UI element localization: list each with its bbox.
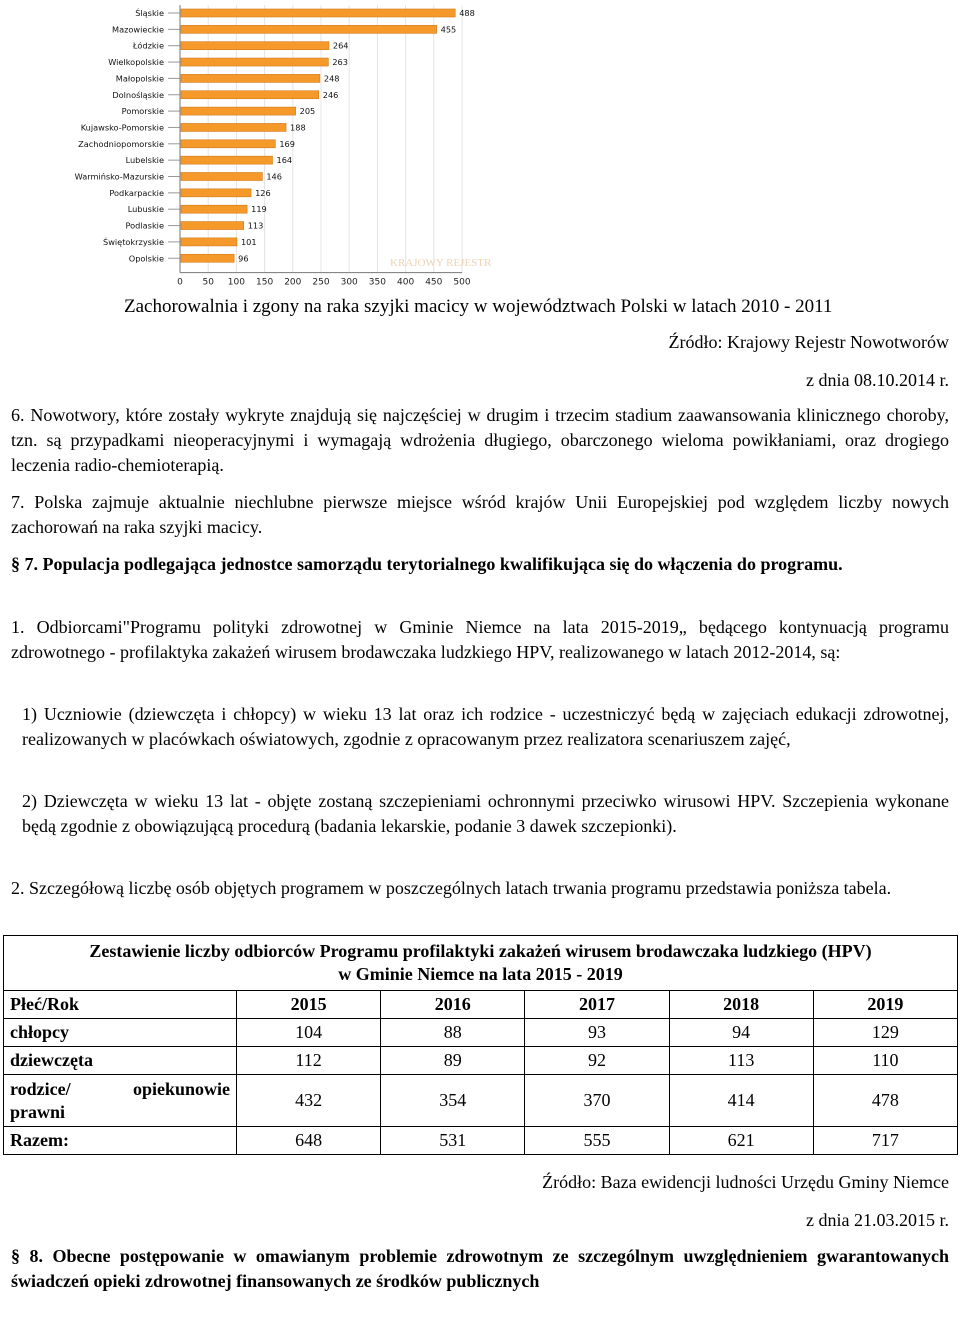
bar-value-label: 169 bbox=[279, 138, 295, 149]
row-label-part: rodzice/ bbox=[10, 1078, 71, 1099]
row-label-part: prawni bbox=[10, 1101, 66, 1122]
table-row bbox=[4, 1127, 958, 1155]
source-date-2: z dnia 21.03.2015 r. bbox=[806, 1210, 949, 1230]
category-label: Warmińsko-Mazurskie bbox=[74, 171, 164, 182]
table-title bbox=[4, 936, 958, 991]
bar-value-label: 455 bbox=[440, 24, 457, 35]
table-cell: 370 bbox=[525, 1075, 669, 1127]
bar-value-label: 126 bbox=[255, 187, 271, 198]
x-tick-label: 150 bbox=[256, 277, 274, 288]
recipients-table bbox=[3, 935, 958, 1155]
table-cell: 531 bbox=[381, 1127, 525, 1155]
section-8-heading: § 8. Obecne postępowanie w omawianym problemie zdrowotnym ze szczególnym uwzględnieniem gwarantowanych świadczeń opieki zdrowotnej finansowanych ze środków publicznych bbox=[11, 1246, 949, 1291]
category-label: Dolnośląskie bbox=[112, 89, 164, 100]
category-label: Podkarpackie bbox=[109, 187, 164, 198]
header-cell: Płeć/Rok bbox=[4, 991, 237, 1019]
table-title-line-2: w Gminie Niemce na lata 2015 - 2019 bbox=[338, 964, 623, 984]
table-header-row bbox=[4, 991, 958, 1019]
bar-value-label: 205 bbox=[299, 106, 316, 117]
bar-value-label: 119 bbox=[251, 204, 267, 215]
bar bbox=[181, 238, 237, 246]
table-cell: 104 bbox=[237, 1019, 381, 1047]
bar-value-label: 96 bbox=[238, 253, 249, 264]
bar-value-label: 188 bbox=[290, 122, 306, 133]
table-cell: 414 bbox=[669, 1075, 813, 1127]
bar-value-label: 246 bbox=[322, 89, 339, 100]
bar bbox=[181, 107, 296, 115]
list-item-2: 2) Dziewczęta w wieku 13 lat - objęte zostaną szczepieniami ochronnymi przeciwko wirusowi HPV. Szczepienia wykonane będą zgodnie z obowiązującą procedurą (badania lekarskie, podanie 3 dawek szczepionki). bbox=[22, 791, 949, 836]
row-label: chłopcy bbox=[4, 1019, 237, 1047]
table-cell: 92 bbox=[525, 1047, 669, 1075]
category-label: Łódzkie bbox=[132, 40, 164, 51]
table-cell: 113 bbox=[669, 1047, 813, 1075]
category-label: Opolskie bbox=[128, 253, 164, 264]
paragraph-2: 2. Szczegółową liczbę osób objętych programem w poszczególnych latach trwania programu przedstawia poniższa tabela. bbox=[11, 878, 892, 898]
source-note-2: Źródło: Baza ewidencji ludności Urzędu Gminy Niemce bbox=[542, 1172, 949, 1192]
x-tick-label: 250 bbox=[312, 277, 330, 288]
chart-watermark: KRAJOWY REJESTR bbox=[390, 257, 492, 269]
bar-value-label: 488 bbox=[459, 8, 475, 18]
bar bbox=[181, 140, 275, 148]
table-cell: 354 bbox=[381, 1075, 525, 1127]
header-cell: 2015 bbox=[237, 991, 381, 1019]
table-cell: 93 bbox=[525, 1019, 669, 1047]
x-tick-label: 450 bbox=[425, 277, 443, 288]
header-cell: 2016 bbox=[381, 991, 525, 1019]
bar-value-label: 248 bbox=[323, 73, 340, 84]
bar bbox=[181, 42, 329, 50]
bar bbox=[181, 156, 272, 164]
table-cell: 621 bbox=[669, 1127, 813, 1155]
table-cell: 112 bbox=[237, 1047, 381, 1075]
table-cell: 88 bbox=[381, 1019, 525, 1047]
category-label: Śląskie bbox=[135, 8, 164, 18]
paragraph-point-7: 7. Polska zajmuje aktualnie niechlubne pierwsze miejsce wśród krajów Unii Europejskiej pod względem liczby nowych zachorowań na raka szyjki macicy. bbox=[11, 492, 949, 537]
x-tick-label: 0 bbox=[177, 277, 183, 288]
paragraph-point-6: 6. Nowotwory, które zostały wykryte znajdują się najczęściej w drugim i trzecim stadium zaawansowania klinicznego choroby, tzn. są przypadkami nieoperacyjnymi i wymagają wdrożenia długiego, obarczonego wieloma powikłaniami, oraz drogiego leczenia radio-chemioterapią. bbox=[11, 405, 949, 475]
x-tick-label: 400 bbox=[397, 277, 415, 288]
source-note-1: Źródło: Krajowy Rejestr Nowotworów bbox=[668, 332, 949, 352]
bar bbox=[181, 205, 247, 213]
chart-bars bbox=[75, 7, 475, 263]
category-label: Małopolskie bbox=[115, 73, 164, 84]
table-cell: 478 bbox=[813, 1075, 957, 1127]
bar-value-label: 263 bbox=[332, 57, 348, 68]
row-label: Razem: bbox=[4, 1127, 237, 1155]
bar bbox=[181, 123, 286, 131]
category-label: Podlaskie bbox=[125, 220, 164, 231]
table-cell: 555 bbox=[525, 1127, 669, 1155]
voivodeship-bar-chart bbox=[74, 0, 492, 290]
bar bbox=[181, 9, 455, 17]
category-label: Lubelskie bbox=[125, 155, 164, 166]
source-date-1: z dnia 08.10.2014 r. bbox=[806, 370, 949, 390]
row-label: dziewczęta bbox=[4, 1047, 237, 1075]
table-cell: 648 bbox=[237, 1127, 381, 1155]
x-tick-label: 100 bbox=[227, 277, 245, 288]
bar bbox=[181, 25, 437, 33]
x-tick-label: 350 bbox=[368, 277, 386, 288]
category-label: Świętokrzyskie bbox=[103, 236, 164, 247]
category-label: Mazowieckie bbox=[112, 24, 164, 35]
table-row bbox=[4, 1075, 958, 1127]
bar-value-label: 146 bbox=[266, 171, 282, 182]
x-tick-label: 300 bbox=[340, 277, 358, 288]
paragraph-1: 1. Odbiorcami"Programu polityki zdrowotnej w Gminie Niemce na lata 2015-2019„ będącego kontynuacją programu zdrowotnego - profilaktyka zakażeń wirusem brodawczaka ludzkiego HPV, realizowanego w latach 2012-2014, są: bbox=[11, 617, 949, 662]
category-label: Zachodniopomorskie bbox=[78, 138, 164, 149]
bar-value-label: 101 bbox=[240, 236, 257, 247]
bar bbox=[181, 58, 328, 66]
x-tick-label: 200 bbox=[284, 277, 302, 288]
list-item-1: 1) Uczniowie (dziewczęta i chłopcy) w wieku 13 lat oraz ich rodzice - uczestniczyć będą w zajęciach edukacji zdrowotnej, realizowanych w placówkach oświatowych, zgodnie z opracowanym przez realizatora scenariuszem zajęć, bbox=[22, 704, 949, 749]
bar bbox=[181, 222, 244, 230]
table-row bbox=[4, 1047, 958, 1075]
section-7-heading: § 7. Populacja podlegająca jednostce samorządu terytorialnego kwalifikująca się do włączenia do programu. bbox=[11, 554, 843, 574]
header-cell: 2019 bbox=[813, 991, 957, 1019]
table-cell: 129 bbox=[813, 1019, 957, 1047]
bar-value-label: 264 bbox=[332, 40, 349, 51]
x-tick-label: 50 bbox=[202, 277, 214, 288]
table-cell: 110 bbox=[813, 1047, 957, 1075]
row-label bbox=[4, 1075, 237, 1127]
chart-caption: Zachorowalnia i zgony na raka szyjki macicy w województwach Polski w latach 2010 - 2011 bbox=[124, 296, 833, 317]
x-tick-label: 500 bbox=[453, 277, 471, 288]
category-label: Wielkopolskie bbox=[108, 57, 164, 68]
table-title-line-1: Zestawienie liczby odbiorców Programu profilaktyki zakażeń wirusem brodawczaka ludzkiego (HPV) bbox=[89, 941, 872, 961]
category-label: Pomorskie bbox=[121, 106, 164, 117]
bar bbox=[181, 74, 320, 82]
table-cell: 89 bbox=[381, 1047, 525, 1075]
bar bbox=[181, 189, 251, 197]
bar bbox=[181, 173, 262, 181]
bar bbox=[181, 91, 319, 99]
bar bbox=[181, 254, 234, 262]
table-cell: 432 bbox=[237, 1075, 381, 1127]
table-cell: 94 bbox=[669, 1019, 813, 1047]
header-cell: 2017 bbox=[525, 991, 669, 1019]
bar-value-label: 164 bbox=[276, 155, 293, 166]
bar-value-label: 113 bbox=[247, 220, 264, 231]
table-row bbox=[4, 1019, 958, 1047]
table-cell: 717 bbox=[813, 1127, 957, 1155]
header-cell: 2018 bbox=[669, 991, 813, 1019]
category-label: Lubuskie bbox=[127, 204, 164, 215]
category-label: Kujawsko-Pomorskie bbox=[80, 122, 164, 133]
row-label-part: opiekunowie bbox=[132, 1078, 230, 1099]
